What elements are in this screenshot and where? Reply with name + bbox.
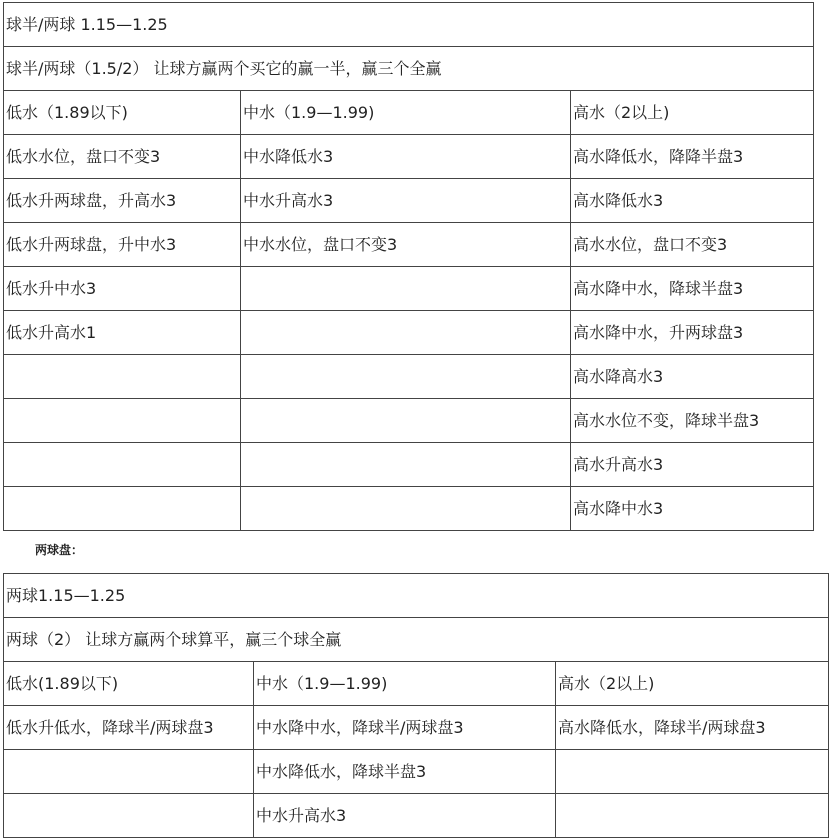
table-title-cell: 两球1.15—1.25	[4, 574, 829, 618]
table-cell: 中水升高水3	[241, 179, 571, 223]
table-title-row	[4, 3, 814, 47]
table-cell	[556, 794, 829, 838]
table-cell	[4, 355, 241, 399]
table-row	[4, 179, 814, 223]
table-cell	[241, 267, 571, 311]
handicap-table-ball-and-half-two	[3, 2, 814, 531]
table-cell: 高水降中水3	[571, 487, 814, 531]
table-description-row	[4, 47, 814, 91]
table-title-cell: 球半/两球 1.15—1.25	[4, 3, 814, 47]
table-cell: 高水降低水，降球半/两球盘3	[556, 706, 829, 750]
table-row	[4, 399, 814, 443]
table-cell	[4, 443, 241, 487]
table-cell	[241, 487, 571, 531]
table-cell	[4, 794, 254, 838]
table-cell: 低水升中水3	[4, 267, 241, 311]
header-low-water: 低水(1.89以下)	[4, 662, 254, 706]
table-cell: 高水降中水，升两球盘3	[571, 311, 814, 355]
table-cell: 低水水位，盘口不变3	[4, 135, 241, 179]
table-row	[4, 355, 814, 399]
table-cell: 高水降中水，降球半盘3	[571, 267, 814, 311]
table-cell: 高水降低水，降降半盘3	[571, 135, 814, 179]
table-row	[4, 750, 829, 794]
table-cell: 中水水位，盘口不变3	[241, 223, 571, 267]
table-cell: 低水升低水，降球半/两球盘3	[4, 706, 254, 750]
table-description-row	[4, 618, 829, 662]
header-high-water: 高水（2以上)	[571, 91, 814, 135]
table-cell: 高水降高水3	[571, 355, 814, 399]
table-cell	[4, 750, 254, 794]
table-cell: 高水水位，盘口不变3	[571, 223, 814, 267]
table-cell: 中水降中水，降球半/两球盘3	[254, 706, 556, 750]
table-cell: 高水升高水3	[571, 443, 814, 487]
table-row	[4, 311, 814, 355]
table-title-row	[4, 574, 829, 618]
table-cell: 中水降低水3	[241, 135, 571, 179]
table-row	[4, 135, 814, 179]
table-cell	[241, 443, 571, 487]
table-row	[4, 443, 814, 487]
table-cell	[4, 399, 241, 443]
table-cell	[241, 399, 571, 443]
table-cell	[4, 487, 241, 531]
handicap-table-two-ball	[3, 573, 829, 838]
table-header-row	[4, 91, 814, 135]
table-cell	[556, 750, 829, 794]
table-cell: 中水降低水，降球半盘3	[254, 750, 556, 794]
table-row	[4, 267, 814, 311]
header-low-water: 低水（1.89以下)	[4, 91, 241, 135]
table-row	[4, 706, 829, 750]
table-row	[4, 223, 814, 267]
table-row	[4, 794, 829, 838]
table-description-cell: 球半/两球（1.5/2） 让球方赢两个买它的赢一半，赢三个全赢	[4, 47, 814, 91]
table-header-row	[4, 662, 829, 706]
table-cell	[241, 355, 571, 399]
table-cell	[241, 311, 571, 355]
table-row	[4, 487, 814, 531]
section-heading-two-ball: 两球盘：	[35, 543, 84, 557]
table-cell: 中水升高水3	[254, 794, 556, 838]
table-cell: 低水升两球盘，升高水3	[4, 179, 241, 223]
table-cell: 低水升两球盘，升中水3	[4, 223, 241, 267]
table-cell: 高水水位不变，降球半盘3	[571, 399, 814, 443]
header-mid-water: 中水（1.9—1.99)	[241, 91, 571, 135]
table-cell: 低水升高水1	[4, 311, 241, 355]
table-cell: 高水降低水3	[571, 179, 814, 223]
table-description-cell: 两球（2） 让球方赢两个球算平，赢三个球全赢	[4, 618, 829, 662]
header-high-water: 高水（2以上)	[556, 662, 829, 706]
header-mid-water: 中水（1.9—1.99)	[254, 662, 556, 706]
